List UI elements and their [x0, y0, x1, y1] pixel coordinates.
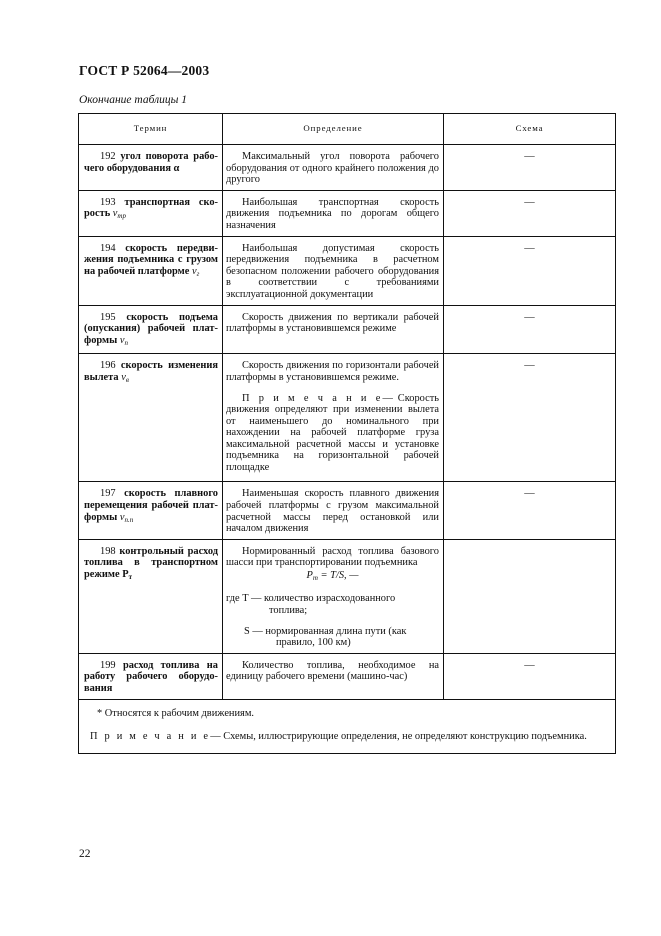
term-name: угол поворота рабо-чего оборудования α — [84, 151, 218, 174]
scheme-cell — [444, 539, 616, 653]
term-symbol: $v_п$ — [119, 334, 128, 347]
formula: $P_т = T/S$, — — [306, 569, 359, 582]
table-row — [79, 354, 616, 482]
term-name: расход топлива на работу рабочего оборудо-вания — [84, 659, 218, 695]
column-header-scheme: Схема — [444, 114, 616, 145]
term-name: транспортная ско-рость — [84, 196, 218, 220]
term-cell — [79, 190, 223, 236]
term-cell — [79, 482, 223, 539]
term-symbol: $v_г$ — [191, 265, 200, 278]
definition-text: Нормированный расход топлива базового шасси при транспортировании подъемника — [226, 545, 439, 569]
term-number: 197 — [100, 488, 116, 500]
table-row — [79, 190, 616, 236]
footnote: * Относятся к рабочим движениям. — [97, 707, 255, 719]
final-note: П р и м е ч а н и е— Схемы, иллюстрирующие определения, не определяют конструкцию подъемника. — [90, 731, 587, 743]
definition-cell — [223, 653, 444, 699]
scheme-cell: — — [444, 354, 616, 482]
term-cell — [79, 653, 223, 699]
table-header-row — [79, 114, 616, 145]
formula-where-t: где T — количество израсходованного топлива; — [226, 593, 396, 617]
scheme-cell: — — [444, 482, 616, 539]
table-row — [79, 236, 616, 305]
table-row — [79, 539, 616, 653]
definition-cell — [223, 354, 444, 482]
term-number: 193 — [100, 196, 116, 208]
term-name: скорость передви-жения подъемника с грузом на рабочей платформе — [84, 242, 218, 277]
term-number: 195 — [100, 311, 116, 323]
definition-cell — [223, 305, 444, 354]
scheme-cell: — — [444, 190, 616, 236]
definition-text: Количество топлива, необходимое на единицу рабочего времени (машино-час) — [226, 659, 439, 683]
scheme-cell: — — [444, 145, 616, 191]
table-row — [79, 482, 616, 539]
term-number: 196 — [100, 360, 116, 372]
definition-cell — [223, 236, 444, 305]
table-row — [79, 305, 616, 354]
term-symbol: $v_в$ — [121, 371, 129, 384]
page-number: 22 — [79, 848, 91, 860]
definition-cell — [223, 482, 444, 539]
scheme-cell: — — [444, 236, 616, 305]
term-number: 199 — [100, 659, 116, 671]
definition-note: П р и м е ч а н и е— Скорость движения определяют при изменении вылета от наименьшего до номинального при нахождении на рабочей платформе груза максимальной расчетной массы и установке подъемника на горизонтальной рабочей площадке — [226, 392, 439, 474]
term-name: скорость плавного перемещения рабочей плат-формы — [84, 488, 218, 523]
term-cell — [79, 145, 223, 191]
column-header-definition: Определение — [223, 114, 444, 145]
term-cell — [79, 354, 223, 482]
term-name: скорость подъема (опускания) рабочей плат-формы — [84, 311, 218, 346]
terms-table — [78, 113, 616, 754]
definition-cell — [223, 190, 444, 236]
table-caption: Окончание таблицы 1 — [79, 94, 187, 106]
term-cell — [79, 305, 223, 354]
definition-cell — [223, 145, 444, 191]
definition-text: Максимальный угол поворота рабочего оборудования от одного крайнего положения до другого — [226, 151, 439, 186]
term-name: скорость изменения вылета — [84, 360, 218, 383]
column-header-term: Термин — [79, 114, 223, 145]
scheme-cell: — — [444, 653, 616, 699]
term-cell — [79, 539, 223, 653]
definition-text: Скорость движения по горизонтали рабочей платформы в установившемся режиме. — [226, 360, 439, 383]
document-header: ГОСТ Р 52064—2003 — [79, 63, 210, 78]
scheme-cell: — — [444, 305, 616, 354]
term-symbol: $P_т$ — [122, 568, 133, 581]
definition-text: Скорость движения по вертикали рабочей платформы в установившемся режиме — [226, 311, 439, 335]
term-symbol: $v_{п.п}$ — [119, 511, 134, 524]
table-row — [79, 145, 616, 191]
definition-text: Наименьшая скорость плавного движения рабочей платформы с грузом максимальной расчетной массы перед остановкой или началом движения — [226, 488, 439, 535]
term-symbol: $v_{тр}$ — [112, 208, 126, 221]
term-name: контрольный расход топлива в транспортном режиме — [84, 545, 218, 580]
term-number: 198 — [100, 545, 116, 557]
table-row — [79, 653, 616, 699]
definition-text: Наибольшая транспортная скорость движения подъемника по дорогам общего назначения — [226, 196, 439, 231]
table-footer-row — [79, 699, 616, 753]
formula-where-s: S — нормированная длина пути (как правило, 100 км) — [244, 625, 407, 649]
definition-cell — [223, 539, 444, 653]
table-footer — [79, 699, 616, 753]
term-number: 192 — [100, 151, 116, 162]
term-cell — [79, 236, 223, 305]
term-number: 194 — [100, 242, 116, 254]
definition-text: Наибольшая допустимая скорость передвижения подъемника в расчетном безопасном положении рабочего оборудования в соответствии с требованиями эксплуатационной документации — [226, 242, 439, 300]
